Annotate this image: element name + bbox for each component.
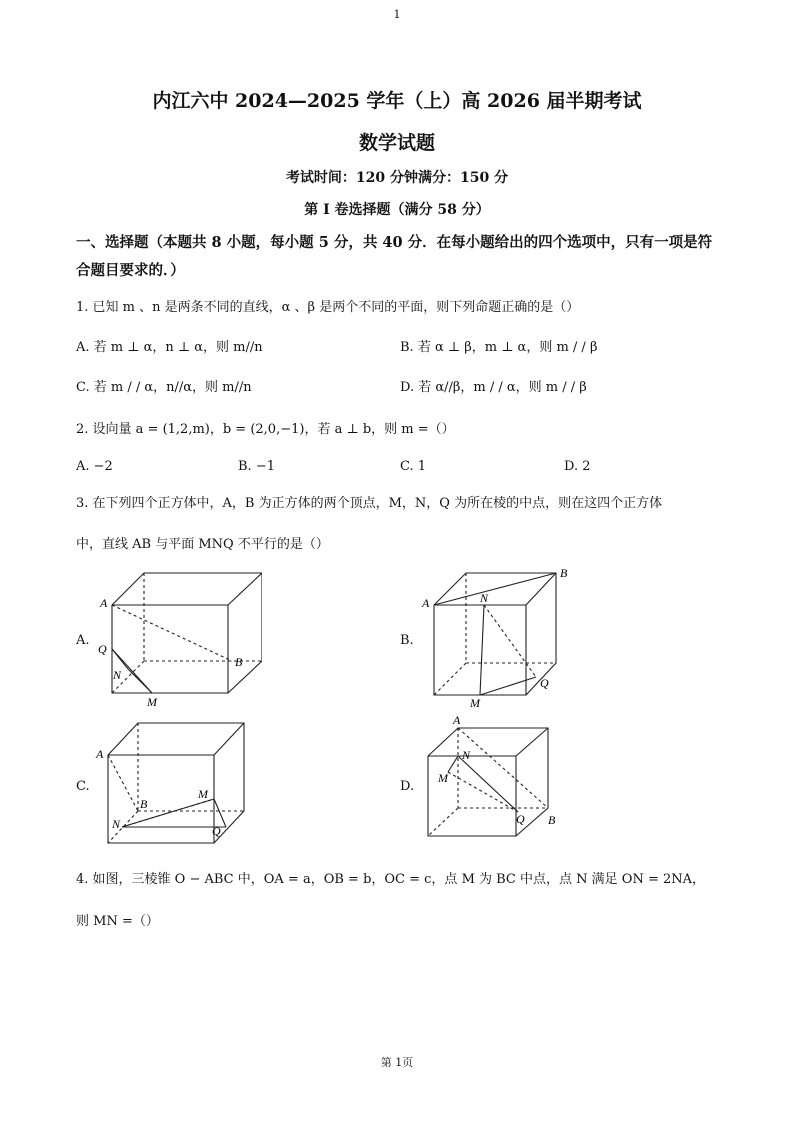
part-title: 第 I 卷选择题（满分 58 分） (304, 202, 490, 218)
cube-a-point-a: A (100, 596, 108, 610)
question-3-stem-line2: 中，直线 AB 与平面 MNQ 不平行的是（） (76, 537, 329, 552)
cube-b-point-m: M (470, 696, 480, 710)
cube-a-point-m: M (147, 695, 157, 709)
section-heading: 一、选择题（本题共 8 小题，每小题 5 分，共 40 分．在每小题给出的四个选项中，只有一项是符合题目要求的．） (76, 234, 713, 279)
cube-c-point-m: M (198, 787, 208, 801)
cube-c-point-q: Q (212, 824, 221, 838)
question-2-option-d: D. 2 (564, 459, 591, 474)
cube-a-point-n: N (113, 668, 122, 682)
question-2-option-b: B. −1 (238, 459, 275, 474)
page-footer: 第 1页 (380, 1056, 414, 1069)
question-1-option-a: A. 若 m ⊥ α，n ⊥ α，则 m//n (76, 340, 263, 355)
question-4-stem-line1: 4. 如图，三棱锥 O − ABC 中，OA = a，OB = b，OC = c，点 M 为 BC 中点，点 N 满足 ON = 2NA， (76, 872, 706, 887)
figure-d-label: D. (400, 779, 415, 794)
cube-d-point-a: A (453, 713, 461, 727)
question-1-stem: 1. 已知 m 、n 是两条不同的直线，α 、β 是两个不同的平面，则下列命题正确的是（） (76, 300, 580, 315)
cube-d-point-m: M (438, 771, 448, 785)
question-2-stem: 2. 设向量 a = (1,2,m)，b = (2,0,−1)，若 a ⊥ b，则 m =（） (76, 422, 455, 437)
question-1-option-b: B. 若 α ⊥ β，m ⊥ α，则 m / / β (400, 340, 598, 355)
cube-c-point-b: B (140, 797, 148, 811)
question-2-option-c: C. 1 (400, 459, 427, 474)
question-4-stem-line2: 则 MN =（） (76, 914, 159, 929)
cube-a-point-b: B (235, 655, 243, 669)
cube-figure-d (418, 712, 588, 852)
cube-d-point-q: Q (516, 812, 525, 826)
page-number-top: 1 (393, 8, 401, 21)
figure-b-label: B. (400, 633, 414, 648)
exam-info: 考试时间：120 分钟满分：150 分 (285, 170, 509, 186)
cube-b-point-b: B (560, 566, 568, 580)
cube-b-point-q: Q (540, 676, 549, 690)
question-2-option-a: A. −2 (76, 459, 113, 474)
cube-b-point-a: A (422, 596, 430, 610)
cube-a-point-q: Q (98, 642, 107, 656)
cube-figure-a (92, 565, 262, 710)
figure-c-label: C. (76, 779, 90, 794)
cube-d-point-n: N (462, 748, 471, 762)
cube-d-point-b: B (548, 813, 556, 827)
exam-subtitle: 数学试题 (358, 132, 435, 154)
cube-b-point-n: N (480, 591, 489, 605)
exam-title: 内江六中 2024—2025 学年（上）高 2026 届半期考试 (152, 90, 642, 112)
cube-c-point-a: A (96, 747, 104, 761)
cube-c-point-n: N (112, 817, 121, 831)
cube-figure-c (92, 715, 262, 855)
question-1-option-d: D. 若 α//β，m / / α，则 m / / β (400, 380, 587, 395)
figure-a-label: A. (76, 633, 90, 648)
question-3-stem-line1: 3. 在下列四个正方体中，A，B 为正方体的两个顶点，M，N，Q 为所在棱的中点，则在这四个正方体 (76, 496, 663, 511)
question-1-option-c: C. 若 m / / α，n//α，则 m//n (76, 380, 252, 395)
cube-figure-b (418, 565, 588, 710)
